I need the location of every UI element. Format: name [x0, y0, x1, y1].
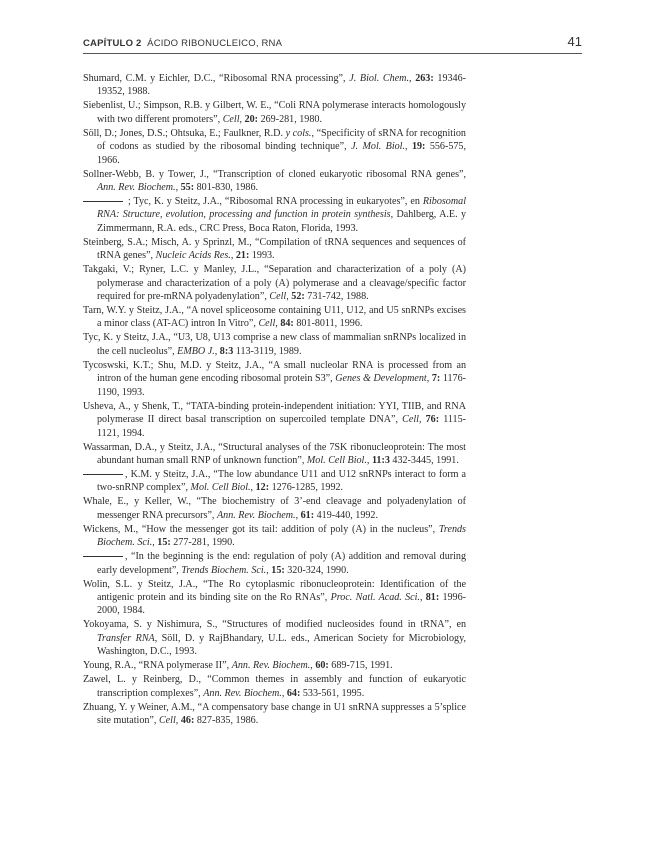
reference-text: Yokoyama, S. y Nishimura, S., “Structures of modified nucleosides found in tRNA”, en	[83, 619, 466, 631]
reference-italic-text: Nucleic Acids Res.	[155, 250, 231, 262]
reference-italic-text: Ann. Rev. Biochem.	[231, 660, 311, 672]
page-number: 41	[567, 34, 582, 49]
reference-text: 689-715, 1991.	[328, 660, 393, 672]
reference-italic-text: Cell,	[222, 113, 243, 125]
reference-volume: 55:	[180, 182, 195, 194]
reference-italic-text: Mol. Cell Biol.	[190, 482, 251, 494]
reference-text: 277-281, 1990.	[170, 537, 235, 549]
reference-entry	[83, 168, 466, 195]
reference-text: , Dahlberg, A.E. y Zimmermann, R.A. eds., CRC Press, Boca Raton, Florida, 1993.	[97, 209, 466, 234]
reference-italic-text: Cell,	[402, 414, 422, 426]
reference-entry	[83, 618, 466, 658]
reference-italic-text: y cols.	[285, 127, 312, 139]
reference-volume: 19:	[411, 141, 426, 153]
reference-volume: 15:	[157, 537, 171, 549]
chapter-title: ÁCIDO RIBONUCLEICO, RNA	[147, 38, 283, 49]
reference-entry	[83, 304, 466, 331]
reference-entry	[83, 263, 466, 303]
reference-entry	[83, 331, 466, 358]
reference-text: ,	[266, 564, 272, 576]
reference-text: ,	[281, 687, 287, 699]
page-header	[83, 34, 582, 52]
reference-text: 1996-2000, 1984.	[97, 591, 467, 617]
reference-entry	[83, 701, 466, 728]
reference-entry	[83, 523, 466, 550]
reference-text: Siebenlist, U.; Simpson, R.B. y Gilbert, W. E., “Coli RNA polymerase interacts homologously with two different promoters”,	[83, 100, 466, 125]
reference-text: 419-440, 1992.	[314, 509, 379, 521]
running-head	[83, 38, 282, 49]
reference-volume: 20:	[244, 113, 259, 125]
reference-italic-text: J. Mol. Biol.	[351, 141, 406, 153]
reference-text: ,	[366, 454, 372, 466]
ditto-dash	[83, 556, 123, 557]
reference-text: ,	[250, 482, 256, 494]
reference-text: Whale, E., y Keller, W., “The biochemistry of 3’-end cleavage and polyadenylation of messenger RNA precursors”,	[83, 496, 466, 521]
reference-text: ,	[310, 660, 316, 672]
reference-italic-text: Cell,	[269, 291, 289, 303]
reference-text: Tarn, W.Y. y Steitz, J.A., “A novel spliceosome containing U11, U12, and U5 snRNPs excises a minor class (AT-AC) intron In Vitro”,	[83, 305, 466, 330]
reference-entry	[83, 495, 466, 522]
reference-text: ; Tyc, K. y Steitz, J.A., “Ribosomal RNA processing in eukaryotes”, en	[125, 196, 423, 208]
reference-volume: 84:	[280, 318, 294, 330]
reference-text: Steinberg, S.A.; Misch, A. y Sprinzl, M., “Compilation of tRNA sequences and sequences of tRNA genes”,	[83, 236, 466, 262]
reference-entry	[83, 659, 466, 672]
reference-text: Wassarman, D.A., y Steitz, J.A., “Structural analyses of the 7SK ribonucleoprotein: The most abundant human small RNP of unknown function”,	[83, 441, 466, 466]
reference-text: ,	[295, 509, 301, 521]
reference-volume: 52:	[291, 291, 305, 303]
reference-volume: 263:	[415, 73, 434, 84]
reference-volume: 11:3	[371, 454, 390, 466]
reference-volume: 60:	[315, 660, 329, 672]
reference-text: Usheva, A., y Shenk, T., “TATA-binding protein-independent initiation: YYI, TIIB, and RNA polymerase II direct basal transcription on supercoiled template DNA”,	[83, 400, 466, 426]
reference-text: ,	[405, 141, 412, 153]
reference-volume: 76:	[425, 414, 440, 426]
reference-list	[83, 72, 466, 728]
reference-entry	[83, 359, 466, 399]
reference-italic-text: Ann. Rev. Biochem.	[203, 687, 282, 699]
reference-text: ,	[152, 537, 158, 549]
reference-text: 801-830, 1986.	[194, 182, 259, 194]
reference-italic-text: EMBO J.	[177, 345, 215, 357]
reference-text: Sollner-Webb, B. y Tower, J., “Transcription of cloned eukaryotic ribosomal RNA genes”,	[83, 168, 466, 180]
reference-entry	[83, 400, 466, 440]
reference-italic-text: Transfer RNA	[97, 632, 155, 644]
reference-text: Takgaki, V.; Ryner, L.C. y Manley, J.L., “Separation and characterization of a poly (A) polymerase and characterization of a poly (A) polymerase and a cleavage/specific factor required for pre-mRNA polyadenylation”,	[83, 264, 466, 303]
reference-entry	[83, 99, 466, 126]
reference-text: 827-835, 1986.	[194, 714, 259, 726]
reference-entry	[83, 673, 466, 700]
reference-entry	[83, 236, 466, 263]
reference-entry	[83, 578, 466, 618]
reference-text: 432-3445, 1991.	[389, 454, 459, 466]
reference-text: ,	[419, 591, 426, 603]
reference-italic-text: Mol. Cell Biol.	[306, 454, 367, 466]
reference-text: ,	[175, 182, 181, 194]
chapter-number: CAPÍTULO 2	[83, 38, 142, 49]
reference-text: Young, R.A., “RNA polymerase II”,	[83, 660, 232, 672]
reference-text: 320-324, 1990.	[284, 564, 349, 576]
reference-text: ,	[214, 345, 220, 357]
reference-text: Zawel, L. y Reinberg, D., “Common themes in assembly and function of eukaryotic transcription complexes”,	[83, 674, 466, 699]
reference-italic-text: Trends Biochem. Sci.	[97, 523, 466, 549]
reference-italic-text: Ribosomal RNA: Structure, evolution, processing and function in protein synthesis	[97, 196, 466, 221]
reference-entry	[83, 441, 466, 468]
reference-volume: 8:3	[219, 345, 234, 357]
reference-text: 1993.	[249, 250, 275, 262]
reference-italic-text: Cell,	[258, 318, 278, 330]
reference-text: 269-281, 1980.	[258, 113, 322, 125]
header-divider	[83, 53, 582, 54]
reference-text: Wickens, M., “How the messenger got its tail: addition of poly (A) in the nucleus”,	[83, 523, 439, 535]
reference-text: 1115-1121, 1994.	[97, 414, 466, 439]
reference-entry	[83, 195, 466, 235]
reference-text: , “Specificity of sRNA for recognition of codons as studied by the ribosomal binding technique”,	[97, 127, 466, 153]
reference-italic-text: Ann. Rev. Biochem.	[216, 509, 296, 521]
reference-text: , K.M. y Steitz, J.A., “The low abundance U11 and U12 snRNPs interact to form a two-snRNP complex”,	[97, 468, 466, 494]
reference-text: Zhuang, Y. y Weiner, A.M., “A compensatory base change in U1 snRNA suppresses a 5’splice site mutation”,	[83, 701, 466, 726]
reference-text: Söll, D.; Jones, D.S.; Ohtsuka, E.; Faulkner, R.D.	[83, 127, 286, 139]
reference-volume: 15:	[271, 564, 285, 576]
reference-text: ,	[230, 250, 236, 262]
reference-text: 1276-1285, 1992.	[269, 482, 344, 494]
reference-text: Tyc, K. y Steitz, J.A., “U3, U8, U13 comprise a new class of mammalian snRNPs localized in the cell nucleolus”,	[83, 332, 466, 357]
reference-italic-text: J. Biol. Chem.	[349, 73, 409, 84]
reference-volume: 7:	[431, 373, 441, 385]
reference-volume: 61:	[300, 509, 315, 521]
reference-volume: 64:	[286, 687, 301, 699]
ditto-dash	[83, 474, 123, 475]
reference-text: , “In the beginning is the end: regulation of poly (A) addition and removal during early development”,	[97, 551, 466, 576]
reference-text: 731-742, 1988.	[304, 291, 369, 303]
reference-text: Tycoswski, K.T.; Shu, M.D. y Steitz, J.A., “A small nucleolar RNA is processed from an intron of the human gene encoding ribosomal protein S3”,	[83, 359, 466, 385]
ditto-dash	[83, 201, 123, 202]
reference-text: Shumard, C.M. y Eichler, D.C., “Ribosomal RNA processing”,	[83, 73, 350, 84]
reference-entry	[83, 72, 466, 99]
reference-italic-text: Trends Biochem. Sci.	[181, 564, 267, 576]
reference-text: 1176-1190, 1993.	[97, 373, 467, 398]
reference-volume: 46:	[180, 714, 195, 726]
reference-italic-text: Genes & Development	[335, 373, 427, 385]
reference-entry	[83, 468, 466, 495]
reference-entry	[83, 127, 466, 167]
reference-italic-text: Ann. Rev. Biochem.	[97, 182, 176, 194]
reference-italic-text: Cell,	[158, 714, 179, 726]
reference-text: ,	[409, 73, 416, 84]
reference-volume: 21:	[235, 250, 250, 262]
reference-text: , Söll, D. y RajBhandary, U.L. eds., American Society for Microbiology, Washington, D.C., 1993.	[97, 632, 466, 658]
reference-text: 533-561, 1995.	[300, 687, 365, 699]
reference-volume: 12:	[255, 482, 270, 494]
reference-text: 19346-19352, 1988.	[97, 73, 466, 98]
reference-text: ,	[426, 373, 432, 385]
reference-text: 113-3119, 1989.	[233, 345, 302, 357]
reference-volume: 81:	[425, 591, 440, 603]
reference-text: 801-8011, 1996.	[293, 318, 363, 330]
reference-text: 556-575, 1966.	[97, 141, 466, 166]
reference-text: Wolin, S.L. y Steitz, J.A., “The Ro cytoplasmic ribonucleoprotein: Identification of the antigenic protein and its binding site on the Ro RNAs”,	[83, 578, 466, 603]
reference-italic-text: Proc. Natl. Acad. Sci.	[330, 591, 420, 603]
reference-entry	[83, 550, 466, 577]
